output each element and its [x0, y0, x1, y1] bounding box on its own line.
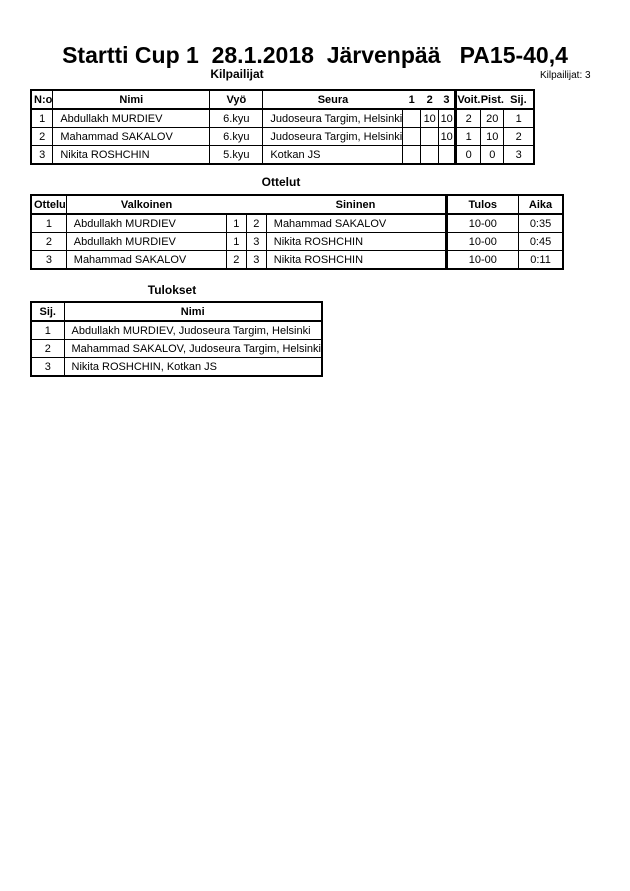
col-header-no: N:o [31, 90, 53, 109]
no-cell: 1 [31, 109, 53, 128]
name-cell: Abdullakh MURDIEV, Judoseura Targim, Helsinki [64, 321, 322, 340]
club-cell: Judoseura Targim, Helsinki [263, 109, 403, 128]
round3-cell [439, 146, 456, 165]
matches-heading: Ottelut [261, 175, 301, 189]
matches-table [30, 194, 564, 270]
place-cell: 2 [31, 340, 64, 358]
table-row [31, 214, 563, 233]
col-header-white-no [226, 195, 246, 214]
col-header-club: Seura [263, 90, 403, 109]
results-header-row [31, 302, 322, 321]
round1-cell [403, 109, 421, 128]
col-header-white: Valkoinen [66, 195, 226, 214]
result-cell: 10-00 [446, 233, 518, 251]
col-header-points: Pist. [481, 90, 504, 109]
results-heading: Tulokset [147, 283, 197, 297]
name-cell: Nikita ROSHCHIN, Kotkan JS [64, 358, 322, 377]
col-header-place: Sij. [31, 302, 64, 321]
club-cell: Kotkan JS [263, 146, 403, 165]
round2-cell [421, 146, 439, 165]
place-cell: 1 [504, 109, 534, 128]
col-header-round3: 3 [439, 90, 456, 109]
col-header-name: Nimi [53, 90, 210, 109]
competitors-count-label: Kilpailijat: 3 [540, 70, 591, 81]
col-header-name: Nimi [64, 302, 322, 321]
name-cell: Abdullakh MURDIEV [53, 109, 210, 128]
competitors-table [30, 89, 535, 165]
blue-number-cell: 2 [246, 214, 266, 233]
result-cell: 10-00 [446, 251, 518, 270]
table-row [31, 128, 534, 146]
col-header-blue-no [246, 195, 266, 214]
col-header-wins: Voit. [456, 90, 481, 109]
white-number-cell: 2 [226, 251, 246, 270]
white-name-cell: Abdullakh MURDIEV [66, 233, 226, 251]
competitors-header-row [31, 90, 534, 109]
round1-cell [403, 146, 421, 165]
belt-cell: 6.kyu [210, 128, 263, 146]
points-cell: 10 [481, 128, 504, 146]
place-cell: 1 [31, 321, 64, 340]
table-row [31, 321, 322, 340]
matches-header-row [31, 195, 563, 214]
match-no-cell: 1 [31, 214, 66, 233]
table-row [31, 358, 322, 377]
col-header-belt: Vyö [210, 90, 263, 109]
blue-name-cell: Nikita ROSHCHIN [266, 233, 446, 251]
name-cell: Mahammad SAKALOV, Judoseura Targim, Helsinki [64, 340, 322, 358]
match-no-cell: 2 [31, 233, 66, 251]
club-cell: Judoseura Targim, Helsinki [263, 128, 403, 146]
time-cell: 0:35 [518, 214, 563, 233]
page-title: Startti Cup 1 28.1.2018 Järvenpää PA15-40,4 [62, 42, 568, 68]
white-number-cell: 1 [226, 233, 246, 251]
round2-cell: 10 [421, 109, 439, 128]
wins-cell: 2 [456, 109, 481, 128]
round3-cell: 10 [439, 128, 456, 146]
col-header-place: Sij. [504, 90, 534, 109]
table-row [31, 109, 534, 128]
round3-cell: 10 [439, 109, 456, 128]
results-table [30, 301, 323, 377]
blue-number-cell: 3 [246, 233, 266, 251]
no-cell: 3 [31, 146, 53, 165]
table-row [31, 340, 322, 358]
time-cell: 0:45 [518, 233, 563, 251]
name-cell: Mahammad SAKALOV [53, 128, 210, 146]
col-header-time: Aika [518, 195, 563, 214]
col-header-round1: 1 [403, 90, 421, 109]
wins-cell: 0 [456, 146, 481, 165]
blue-name-cell: Nikita ROSHCHIN [266, 251, 446, 270]
belt-cell: 6.kyu [210, 109, 263, 128]
col-header-round2: 2 [421, 90, 439, 109]
table-row [31, 251, 563, 270]
blue-number-cell: 3 [246, 251, 266, 270]
points-cell: 20 [481, 109, 504, 128]
competitors-heading: Kilpailijat [210, 67, 264, 81]
col-header-match: Ottelu [31, 195, 66, 214]
belt-cell: 5.kyu [210, 146, 263, 165]
no-cell: 2 [31, 128, 53, 146]
place-cell: 3 [31, 358, 64, 377]
table-row [31, 146, 534, 165]
points-cell: 0 [481, 146, 504, 165]
time-cell: 0:11 [518, 251, 563, 270]
white-number-cell: 1 [226, 214, 246, 233]
place-cell: 3 [504, 146, 534, 165]
blue-name-cell: Mahammad SAKALOV [266, 214, 446, 233]
round2-cell [421, 128, 439, 146]
col-header-blue: Sininen [266, 195, 446, 214]
result-cell: 10-00 [446, 214, 518, 233]
match-no-cell: 3 [31, 251, 66, 270]
wins-cell: 1 [456, 128, 481, 146]
place-cell: 2 [504, 128, 534, 146]
white-name-cell: Mahammad SAKALOV [66, 251, 226, 270]
col-header-result: Tulos [446, 195, 518, 214]
name-cell: Nikita ROSHCHIN [53, 146, 210, 165]
table-row [31, 233, 563, 251]
round1-cell [403, 128, 421, 146]
white-name-cell: Abdullakh MURDIEV [66, 214, 226, 233]
